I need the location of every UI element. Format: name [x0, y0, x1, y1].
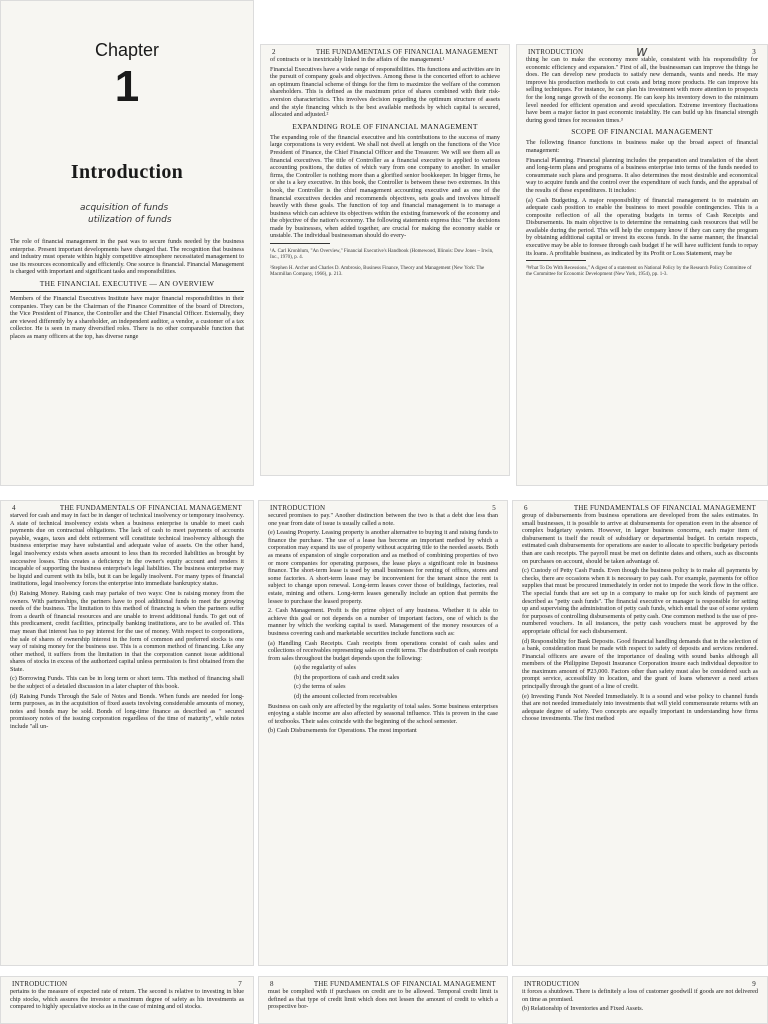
running-head-title: INTRODUCTION	[524, 980, 580, 988]
footnote-3: ³What To Do With Recessions," A digest of a statement on National Policy by the Research Policy Committee of the Committee for Economic Development (New York, 1954), pp. 1-3.	[526, 266, 752, 278]
page3-para4: (a) Cash Budgeting. A major responsibility of financial management is to maintain an adequate cash position to enable the business to meet possible contingencies. This is a composite reflection of all the operating budgets in terms of Cash Receipts and Disbursements. Its main objective is to determine the remaining cash resources that will be available during the period. This will help the company know if they can carry the program by obtaining additional capital or invest its excess funds. In the same manner, the financial executive may be able to foresee through cash budget if he will have sufficient funds to repay its loans. A profitable business, as indicated by its Profit or Loss Statement, may be	[526, 196, 758, 257]
page8-para1: must be complied with if purchases on credit are to be allowed. Temporal credit limit is defined as that type of credit limit which does not lessen the amount of credit to which a prospective bor-	[268, 988, 498, 1011]
handwritten-notes	[80, 202, 244, 226]
running-head	[268, 504, 498, 512]
handwritten-note-utilization: utilization of funds	[88, 215, 172, 225]
page4-para3: (c) Borrowing Funds. This can be in long term or short term. This method of financing shall be the subject of a detailed discussion in a later chapter of this book.	[10, 675, 244, 691]
running-head-title: THE FUNDAMENTALS OF FINANCIAL MANAGEMENT	[315, 48, 498, 56]
footnote-1: ¹A. Carl Kronblum, "An Overview," Financial Executive's Handbook (Homewood, Illinois: Dow Jones – Irwin, Inc., 1970), p. 4.	[270, 249, 494, 261]
page9-para1: it forces a shutdown. There is definitely a loss of customer goodwill if goods are not delivered on time as promised.	[522, 988, 758, 1003]
page-number: 3	[752, 48, 756, 56]
section-heading-expanding-role: EXPANDING ROLE OF FINANCIAL MANAGEMENT	[292, 121, 478, 131]
page1-para1: The role of financial management in the past was to secure funds needed by the business enterprise. Present important developments have changed that. The recognition that business and industry must operate within highly competitive atmosphere necessitated management to use its resources economically and efficiently. One source is financial. Financial Management is charged with important and significant tasks and responsibilities.	[10, 238, 244, 276]
page5-para5: Business on cash only are affected by the regularity of total sales. Some business enterprises enjoying a stable income are also affected by seasonal influence. This is proven in the case of textbooks. Their sales coincide with the beginning of the school semester.	[268, 702, 498, 725]
list-item: (c) the terms of sales	[294, 683, 346, 691]
page-7	[0, 976, 254, 1024]
page3-para3: Financial Planning. Financial planning includes the preparation and translation of the short and long-term plans and programs of a business enterprise into terms of the funds needed to consummate such plans and programs. It also determines the most desirable and economical way to acquire funds and the control over the expenditure of such funds, and the appraisal of the results of these expenditures. It includes:	[526, 156, 758, 194]
page5-para2: (e) Leasing Property. Leasing property is another alternative to buying it and raising funds to finance the purchase. The use of a lease has become an important method by which a corporation may expand its use of property without acquiring title to the needed assets. Both as means of expansion of single corporation and as method of combining properties of two or more companies for operating purposes, the lease plays a significant role in business finance. The short-term lease is used by small businesses for renting of offices, stores and some factories. A short-term lease may be inconvenient for the tenant since the rent is subject to change upon renewal. Long-term leases cover those of buildings, factories, real estate, mining and others. Long-term leases generally include an option that permits the lessee to purchase the leased property.	[268, 529, 498, 605]
running-head-title: INTRODUCTION	[270, 504, 326, 512]
page5-para1: secured promises to pay." Another distinction between the two is that a debt due less than one year from date of issue is usually called a note.	[268, 512, 498, 527]
list-item: (a) the regularity of sales	[294, 664, 356, 672]
chapter-title: Introduction	[70, 161, 184, 183]
running-head-title: THE FUNDAMENTALS OF FINANCIAL MANAGEMENT	[59, 504, 242, 512]
page3-para1: thing he can to make the economy more stable, consistent with his responsibility for economic efficiency and expansion." First of all, the businessman can improve the things he does. He can develop new products to satisfy new demands, wants and needs. He may improve his production methods to cut costs and bring more products. He can improve his selling techniques. For instance, he can plan his investment with more attention to prospects for the long range growth of the economy. He can keep his inventory down to the minimum level needed for efficient operation and avoid speculation. Extreme inventory fluctuations have been a major factor in past economic instability. He can build up his financial strength during good times for recession times.³	[526, 56, 758, 124]
handwritten-mark: w	[636, 44, 648, 60]
section-rule	[10, 291, 244, 292]
running-head	[522, 504, 758, 512]
page-6	[512, 500, 768, 966]
page-number: 4	[12, 504, 16, 512]
page5-para4: (a) Handling Cash Receipts. Cash receipts from operations consist of cash sales and collections of receivables representing sales on credit terms. The distribution of cash receipts from sales throughout the budget depends upon the following:	[268, 639, 498, 662]
running-head	[268, 980, 498, 988]
page-2	[260, 44, 510, 476]
list-item: (d) the amount collected from receivables	[294, 693, 398, 701]
page5-para6: (b) Cash Disbursements for Operations. The most important	[268, 727, 417, 735]
footnote-rule	[270, 243, 330, 244]
page2-para2: Financial Executives have a wide range of responsibilities. His functions and activities are in the pursuit of company goals and objectives. Among these is the concerted effort to achieve an optimum financial scheme of things for the firm to maximize the welfare of the common shareholders. This is defined as the maximum price of shares combined with their risk-aversion characteristics. This involves decision regarding the optimum structure of assets and the style financing which is the best available methods by which capital is secured, allocated and adjusted.²	[270, 65, 500, 119]
page2-para3: The expanding role of the financial executive and his contributions to the success of many large corporations is very evident. We shall not dwell at length on the functions of the Vice President of Finance, the Chief Financial Officer and the Treasurer. We will see them all as financial executives. The title of Controller as a financial executive is applied to various accounting positions, the duties of which vary from one company to another. In smaller firms, the Controller is nothing more than a glorified senior bookkeeper. In bigger firms, he or she is a key executive. In this book, the Controller is between these two extremes. In this book, the Controller is the chief management accounting executive and as one of the financial executives decides and recommends objectives, sets goals and involves himself heavily with these goals. The function of top and financial management is to manage a business which can achieve its objectives within the existing framework of the economy and the objective of the nation's economy. The following statements express this: "The decisions made by businesses, when added together, are crucial for making the economy stable or unstable. The individual businessman should do every-	[270, 133, 500, 240]
page1-para2: Members of the Financial Executives Institute have major financial responsibilities in their companies. They can be the Chairman of the Finance Committee of the board of Directors, the Vice President of Finance, the Controller and the Chief Financial Officer. Externally, they are viewed differently by a shareholder, an independent auditor, a vendor, a customer of a tax collector. He is seen in many diversified roles. There is no other comparable function that places as many officers at the top, has diverse range	[10, 294, 244, 340]
footnote-2: ²Stephen H. Archer and Charles D. Ambrosio, Business Finance, Theory and Management (New York: The Macmillan Company, 1966), p. 213.	[270, 266, 485, 278]
page2-para1: of contracts or is inextricably linked in the affairs of the management.¹	[270, 56, 445, 63]
page-9	[512, 976, 768, 1024]
running-head-title: INTRODUCTION	[528, 48, 584, 56]
page4-para2: (b) Raising Money. Raising cash may partake of two ways: One is raising money from the owners. With partnerships, the partners have to pool additional funds to meet the growing needs of the business. The limitation to this method of financing is when the partners suffer from a dearth of financial resources and are unable to invest additional funds. To get out of this predicament, credit facilities, principally banking institutions, are to be availed of. This may mean that interest has to pay interest for the use of money. With respect to corporations, the sale of shares of ownership interest in the form of common and preferred stocks is one way of raising money for the business use. This is a common method of financing. Like any other method, it suffers from the limitation in that the corporation cannot issue additional shares of stocks in excess of the authorized capital unless permission is first obtained from the State.	[10, 589, 244, 673]
page6-para3: (d) Responsibility for Bank Deposits. Good financial handling demands that in the selection of a bank, consideration must be made with respect to safety of deposits and services rendered. Financial officers are aware of the importance of dealing with sound banks although all members of the Philippine Deposit Insurance Corporation insure each individual depositor to the maximum amount of ₱23,000. Factors other than safety must also be considered such as prompt service, accessibility in location, and the grant of loans whenever a need arises principally through the grant of a line of credit.	[522, 637, 758, 691]
running-head	[10, 980, 244, 988]
page-number: 5	[492, 504, 496, 512]
page-number: 2	[272, 48, 276, 56]
page-4	[0, 500, 254, 966]
page4-para1: starved for cash and may in fact be in danger of technical insolvency or temporary insolvency. A state of technical insolvency exists when a business enterprise is unable to meet cash payments due on contractual obligations. The lack of cash to meet payments of accounts payable, wages, taxes and debt retirement will constitute technical insolvency although the business enterprise may have substantial and adequate value of assets. On the other hand, legal insolvency exists when assets amount to less than its recorded liabilities as brought by successive losses. This creates a deficiency in the owner's equity account and renders it incapable of supporting the business enterprise's legal liabilities. The business enterprise may be liquid and current with its bills, but it can be legally insolvent. For many types of financial institutions, legal insolvency forces the enterprise into immediate bankruptcy status.	[10, 512, 244, 588]
page-5	[258, 500, 508, 966]
chapter-number: 1	[114, 62, 140, 111]
page6-para1: group of disbursements from business operations are developed from the sales estimates. In small businesses, it is possible to arrive at disbursements for operation even in the absence of complex budgetary system. However, in larger business concerns, each major item of disbursement is itself the result of subsidiary or departmental budget. In certain respects, estimated cash disbursements for operations are easier to allocate to specific budgetary periods than are cash receipts. The payroll must be met on definite dates and others, such as discounts on purchases on account, should be taken advantage of.	[522, 512, 758, 565]
page6-para4: (e) Investing Funds Not Needed Immediately. It is a sound and wise policy to channel funds that are not needed immediately into investments that will yield commensurate returns with an adequate degree of safety. Two concepts are equally important in understanding how firms choose investments. The first method	[522, 692, 758, 723]
running-head-title: THE FUNDAMENTALS OF FINANCIAL MANAGEMENT	[313, 980, 496, 988]
page-number: 9	[752, 980, 756, 988]
page6-para2: (c) Custody of Petty Cash Funds. Even though the business policy is to make all payments by checks, there are occasions when it is necessary to pay cash. For example, payments for office supplies that must be procured immediately in order not to impede the work flow in the office. The special funds that are set up in a company to make up for such kinds of payment are described as "petty cash funds". The financial executive or manager is responsible for setting up and supervising the administration of petty cash funds, which entail the use of some system for purposes of controlling disbursements of petty cash. One common method is the use of pre-numbered vouchers. In all instances, the petty cash vouchers must be approved by the appropriate official for each disbursement.	[522, 567, 758, 635]
page-8	[258, 976, 508, 1024]
page5-para3: 2. Cash Management. Profit is the prime object of any business. Whether it is able to achieve this goal or not depends on a number of important factors, one of which is the manner by which the working capital is used. Management of the money resources of a business covering cash and marketable securities include functions such as:	[268, 607, 498, 637]
section-heading-scope: SCOPE OF FINANCIAL MANAGEMENT	[571, 127, 713, 137]
page-number: 7	[238, 980, 242, 988]
handwritten-note-acquisition: acquisition of funds	[80, 203, 169, 213]
list-item: (b) the proportions of cash and credit sales	[294, 673, 400, 681]
section-heading-financial-executive: THE FINANCIAL EXECUTIVE — AN OVERVIEW	[39, 278, 215, 288]
running-head-title: INTRODUCTION	[12, 980, 68, 988]
running-head	[10, 504, 244, 512]
chapter-label: Chapter	[94, 40, 160, 60]
page4-para4: (d) Raising Funds Through the Sale of Notes and Bonds. When funds are needed for long-term purposes, as in the acquisition of fixed assets involving considerable amounts of money, notes and bonds may be sold. Bonds of long-time finance as described as " secured promissory notes of the issuing corporation regardless of the time of maturity", while notes include "all un-	[10, 692, 244, 731]
running-head	[270, 48, 500, 56]
running-head	[522, 980, 758, 988]
footnote-rule	[526, 260, 586, 261]
page-number: 8	[270, 980, 274, 988]
page-number: 6	[524, 504, 528, 512]
page-3	[516, 44, 768, 486]
page7-para1: pertains to the measure of expected rate of return. The second is relative to investing in blue chip stocks, which assures the investor a maximum degree of safety as his investments as compared to highly speculative stocks as in the case of mining and oil stocks.	[10, 988, 244, 1011]
running-head-title: THE FUNDAMENTALS OF FINANCIAL MANAGEMENT	[573, 504, 756, 512]
page-1	[0, 0, 254, 486]
page3-para2: The following finance functions in business make up the broad aspect of financial management:	[526, 139, 758, 154]
page9-para2: (b) Relationship of Inventories and Fixed Assets.	[522, 1005, 644, 1013]
